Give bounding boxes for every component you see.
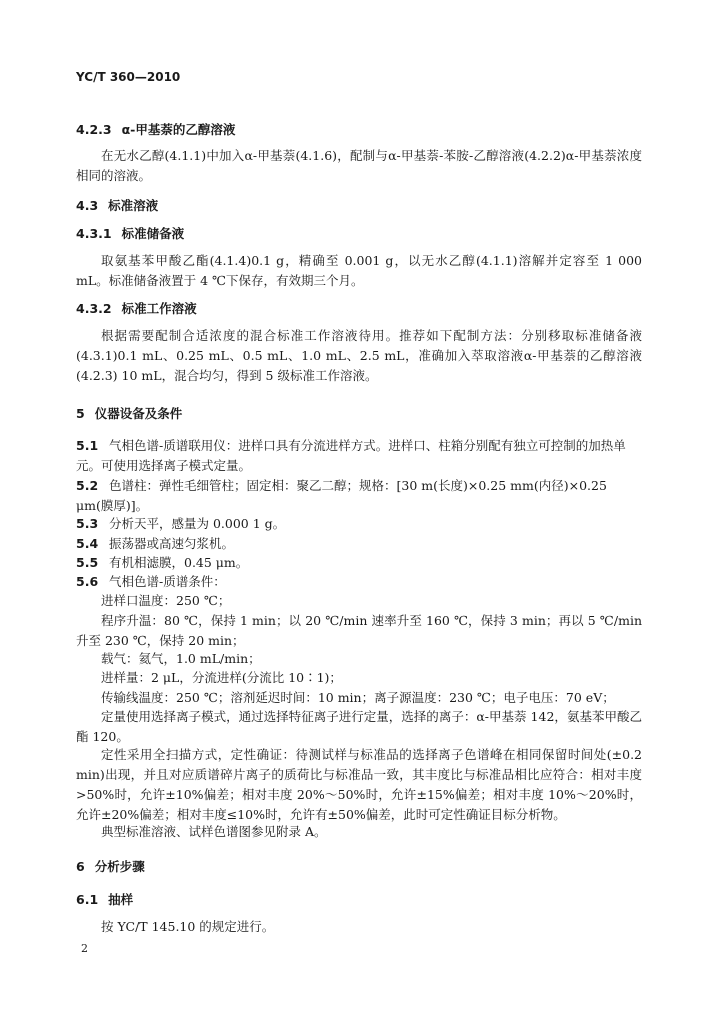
section-heading-4-2-3 — [76, 120, 235, 138]
item-text: 气相色谱-质谱条件： — [109, 574, 226, 589]
section-heading-5 — [76, 404, 182, 422]
paragraph-4-3-1: 取氨基苯甲酸乙酯(4.1.4)0.1 g，精确至 0.001 g，以无水乙醇(4.1.1)溶解并定容至 1 000 mL。标准储备液置于 4 ℃下保存，有效期三个月。 — [76, 253, 642, 288]
condition-qualitative: 定性采用全扫描方式，定性确证：待测试样与标准品的选择离子色谱峰在相同保留时间处(±0.2 min)出现，并且对应质谱碎片离子的质荷比与标准品一致，其丰度比与标准品相比应符合：相对丰度>50%时，允许±10%偏差；相对丰度 20%～50%时，允许±15%偏差；相对丰度 10%～20%时，允许±20%偏差；相对丰度≤10%时，允许有±50%偏差，此时可定性确证目标分析物。 — [76, 747, 642, 822]
document-header: YC/T 360—2010 — [76, 70, 181, 84]
item-text: 振荡器或高速匀浆机。 — [109, 536, 235, 551]
item-text: 分析天平，感量为 0.000 1 g。 — [109, 516, 286, 531]
condition-chromatogram-note: 典型标准溶液、试样色谱图参见附录 A。 — [101, 824, 327, 839]
paragraph-4-2-3: 在无水乙醇(4.1.1)中加入α-甲基萘(4.1.6)，配制与α-甲基萘-苯胺-乙醇溶液(4.2.2)α-甲基萘浓度相同的溶液。 — [76, 148, 642, 183]
item-number: 5.4 — [76, 536, 99, 551]
condition-injection-volume: 进样量：2 μL，分流进样(分流比 10∶1)； — [101, 670, 342, 685]
section-number: 6 — [76, 859, 85, 874]
condition-quantitation: 定量使用选择离子模式，通过选择特征离子进行定量，选择的离子：α-甲基萘 142，氨基苯甲酸乙酯 120。 — [76, 709, 642, 744]
item-text: 有机相滤膜，0.45 μm。 — [109, 555, 249, 570]
item-number: 5.5 — [76, 555, 99, 570]
section-number: 6.1 — [76, 892, 99, 907]
list-item-5-6 — [76, 572, 642, 592]
item-number: 5.1 — [76, 438, 99, 453]
item-number: 5.3 — [76, 516, 99, 531]
paragraph-4-3-2: 根据需要配制合适浓度的混合标准工作溶液待用。推荐如下配制方法：分别移取标准储备液(4.3.1)0.1 mL、0.25 mL、0.5 mL、1.0 mL、2.5 mL，准确加入萃取溶液α-甲基萘的乙醇溶液(4.2.3) 10 mL，混合均匀，得到 5 级标准工作溶液。 — [76, 328, 642, 383]
condition-oven-program: 程序升温：80 ℃，保持 1 min；以 20 ℃/min 速率升至 160 ℃，保持 3 min；再以 5 ℃/min 升至 230 ℃，保持 20 min； — [76, 613, 642, 648]
item-number: 5.2 — [76, 478, 99, 493]
item-text: 色谱柱：弹性毛细管柱；固定相：聚乙二醇；规格：[30 m(长度)×0.25 mm(内径)×0.25 μm(膜厚)]。 — [76, 478, 607, 513]
section-title: 标准溶液 — [108, 198, 159, 213]
item-text: 气相色谱-质谱联用仪：进样口具有分流进样方式。进样口、柱箱分别配有独立可控制的加热单元。可使用选择离子模式定量。 — [76, 438, 626, 473]
section-heading-6 — [76, 857, 145, 875]
section-heading-4-3 — [76, 196, 158, 214]
section-number: 5 — [76, 406, 85, 421]
page-number: 2 — [81, 942, 88, 955]
section-title: α-甲基萘的乙醇溶液 — [121, 122, 236, 137]
section-title: 仪器设备及条件 — [94, 406, 183, 421]
condition-injector-temp: 进样口温度：250 ℃； — [101, 593, 231, 608]
section-number: 4.3.1 — [76, 226, 112, 241]
section-number: 4.3.2 — [76, 301, 112, 316]
list-item-5-4 — [76, 534, 642, 554]
section-title: 标准储备液 — [121, 226, 185, 241]
list-item-5-1 — [76, 436, 642, 476]
section-heading-4-3-1 — [76, 224, 184, 242]
item-number: 5.6 — [76, 574, 99, 589]
paragraph-6-1: 按 YC/T 145.10 的规定进行。 — [101, 919, 275, 934]
section-number: 4.3 — [76, 198, 99, 213]
section-number: 4.2.3 — [76, 122, 112, 137]
section-heading-6-1 — [76, 890, 133, 908]
list-item-5-5 — [76, 553, 642, 573]
section-title: 标准工作溶液 — [121, 301, 197, 316]
list-item-5-2 — [76, 476, 642, 516]
list-item-5-3 — [76, 514, 642, 534]
condition-carrier-gas: 载气：氦气，1.0 mL/min； — [101, 651, 261, 666]
section-title: 抽样 — [108, 892, 134, 907]
section-title: 分析步骤 — [94, 859, 145, 874]
condition-temperatures: 传输线温度：250 ℃；溶剂延迟时间：10 min；离子源温度：230 ℃；电子电压：70 eV； — [101, 690, 615, 705]
section-heading-4-3-2 — [76, 299, 197, 317]
